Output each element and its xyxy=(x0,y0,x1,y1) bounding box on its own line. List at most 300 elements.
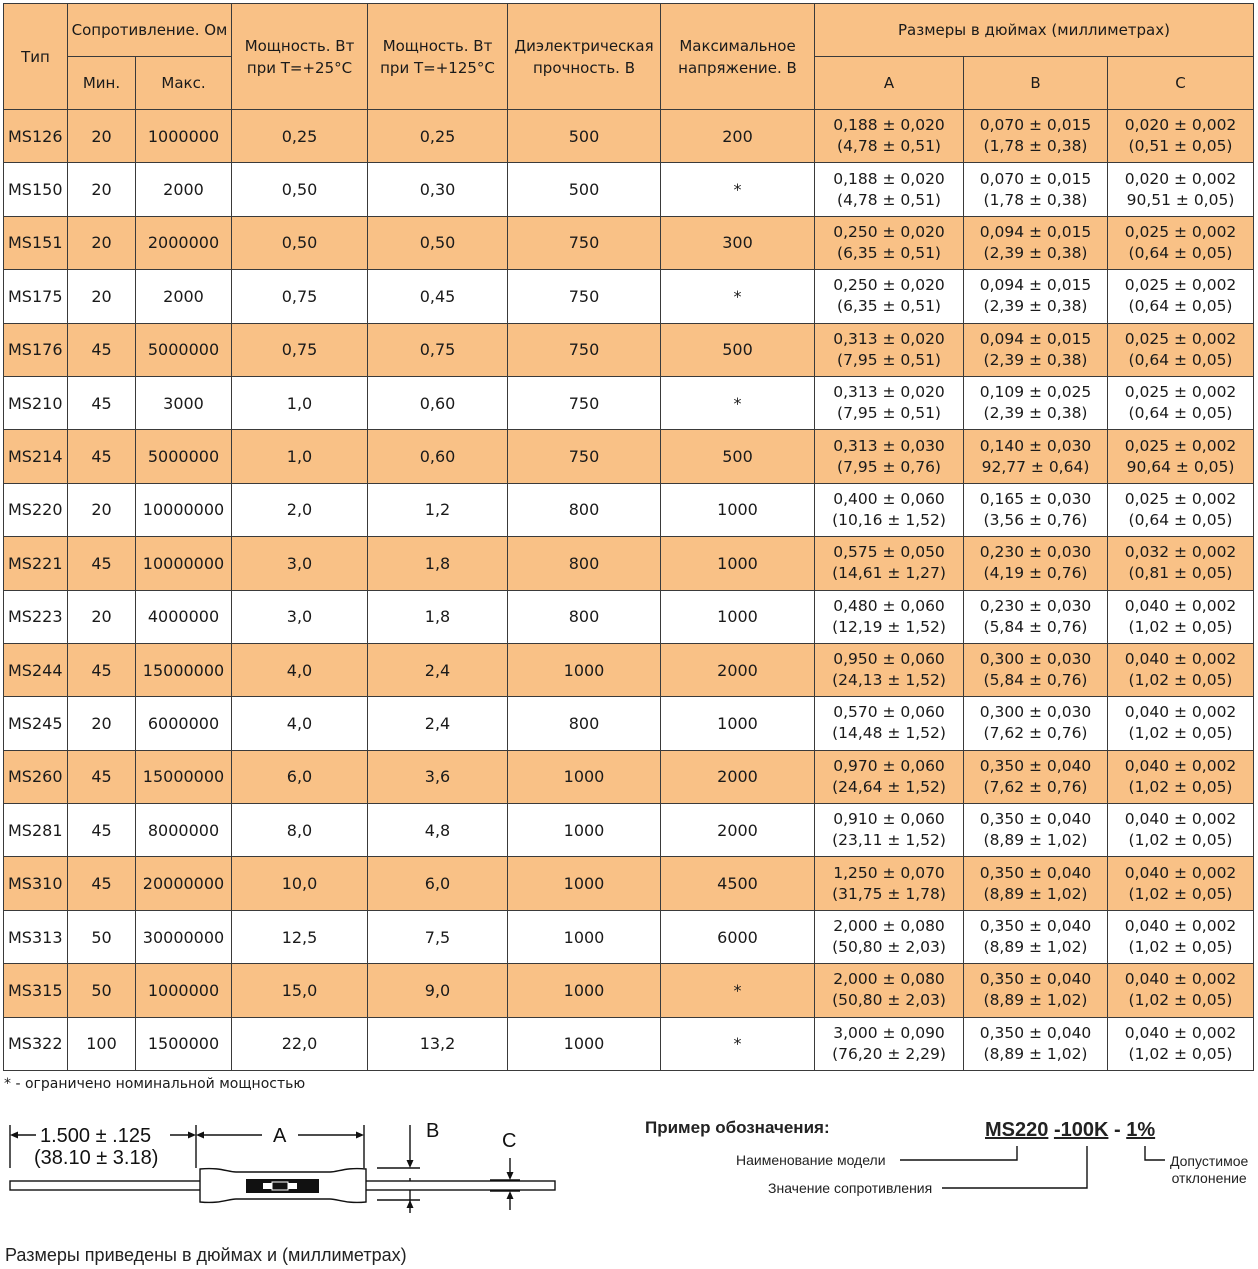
cell-dim-b xyxy=(964,537,1108,590)
dim-a-in: 0,950 ± 0,060 xyxy=(833,650,945,669)
cell-dim-c xyxy=(1108,537,1254,590)
cell-dim-c xyxy=(1108,376,1254,429)
dim-b-in: 0,300 ± 0,030 xyxy=(979,650,1092,669)
cell-dim-a xyxy=(815,964,964,1017)
dim-a-mm: (6,35 ± 0,51) xyxy=(837,243,941,262)
cell-max: 2000000 xyxy=(136,216,232,269)
cell-vmax: 2000 xyxy=(661,750,815,803)
cell-p25: 0,50 xyxy=(232,216,368,269)
header-dimensions: Размеры в дюймах (миллиметрах) xyxy=(815,4,1254,57)
dim-a-mm: (4,78 ± 0,51) xyxy=(837,137,941,156)
table-row xyxy=(4,697,1254,750)
cell-dim-b xyxy=(964,216,1108,269)
cell-dim-a xyxy=(815,430,964,483)
cell-dim-b xyxy=(964,1017,1108,1070)
example-label-tolerance xyxy=(1170,1153,1248,1187)
dim-c-mm: (0,81 ± 0,05) xyxy=(1128,564,1233,583)
dim-a-mm: (10,16 ± 1,52) xyxy=(832,510,946,529)
table-row xyxy=(4,590,1254,643)
dim-c-mm: (1,02 ± 0,05) xyxy=(1128,991,1233,1010)
cell-max: 3000 xyxy=(136,376,232,429)
example-model: MS220 xyxy=(985,1119,1049,1141)
dim-c-in: 0,025 ± 0,002 xyxy=(1124,222,1237,241)
cell-p125: 0,50 xyxy=(368,216,508,269)
dim-b-in: 0,165 ± 0,030 xyxy=(979,489,1092,508)
cell-diel: 800 xyxy=(508,697,661,750)
dim-a-in: 0,575 ± 0,050 xyxy=(833,543,945,562)
cell-dim-a xyxy=(815,804,964,857)
cell-dim-a xyxy=(815,750,964,803)
dim-b-in: 0,140 ± 0,030 xyxy=(979,436,1092,455)
cell-dim-c xyxy=(1108,483,1254,536)
dim-c-mm: 90,51 ± 0,05) xyxy=(1126,190,1235,209)
cell-vmax: 6000 xyxy=(661,910,815,963)
cell-dim-c xyxy=(1108,643,1254,696)
dim-c-mm: (0,64 ± 0,05) xyxy=(1128,243,1233,262)
cell-vmax: 500 xyxy=(661,323,815,376)
dim-b-in: 0,070 ± 0,015 xyxy=(979,116,1092,135)
dim-a-in: 0,570 ± 0,060 xyxy=(833,703,945,722)
cell-dim-b xyxy=(964,483,1108,536)
cell-type: MS244 xyxy=(4,643,68,696)
dim-a-in: 1,250 ± 0,070 xyxy=(833,863,945,882)
cell-min: 45 xyxy=(68,750,136,803)
cell-diel: 750 xyxy=(508,430,661,483)
cell-type: MS281 xyxy=(4,804,68,857)
dim-a-in: 0,313 ± 0,030 xyxy=(833,436,945,455)
dim-b-mm: (4,19 ± 0,76) xyxy=(983,564,1088,583)
dim-c-mm: (1,02 ± 0,05) xyxy=(1128,724,1233,743)
cell-diel: 800 xyxy=(508,590,661,643)
table-row xyxy=(4,163,1254,216)
dim-a-mm: (7,95 ± 0,51) xyxy=(837,404,941,423)
header-min: Мин. xyxy=(68,57,136,110)
cell-dim-c xyxy=(1108,430,1254,483)
header-power-125: Мощность. Вт при Т=+125°С xyxy=(368,4,508,110)
cell-type: MS214 xyxy=(4,430,68,483)
cell-max: 8000000 xyxy=(136,804,232,857)
cell-diel: 1000 xyxy=(508,964,661,1017)
dim-a-mm: (76,20 ± 2,29) xyxy=(832,1044,946,1063)
example-value: -100K xyxy=(1053,1119,1109,1141)
bottom-note: Размеры приведены в дюймах и (миллиметрах) xyxy=(5,1245,407,1265)
cell-dim-c xyxy=(1108,216,1254,269)
dim-c-in: 0,025 ± 0,002 xyxy=(1124,489,1237,508)
dim-a-mm: (14,61 ± 1,27) xyxy=(832,564,946,583)
dim-c-mm: (1,02 ± 0,05) xyxy=(1128,831,1233,850)
dim-a-mm: (7,95 ± 0,76) xyxy=(837,457,941,476)
cell-dim-b xyxy=(964,643,1108,696)
cell-dim-b xyxy=(964,857,1108,910)
cell-dim-b xyxy=(964,430,1108,483)
cell-dim-a xyxy=(815,857,964,910)
cell-p125: 1,8 xyxy=(368,590,508,643)
cell-p25: 1,0 xyxy=(232,376,368,429)
dim-a-in: 2,000 ± 0,080 xyxy=(833,917,945,936)
cell-diel: 800 xyxy=(508,483,661,536)
dim-a-in: 0,313 ± 0,020 xyxy=(833,383,945,402)
dim-b-in: 0,350 ± 0,040 xyxy=(979,1023,1092,1042)
dim-a-in: 0,480 ± 0,060 xyxy=(833,596,945,615)
cell-max: 6000000 xyxy=(136,697,232,750)
dim-a-mm: (6,35 ± 0,51) xyxy=(837,297,941,316)
dim-b-mm: (2,39 ± 0,38) xyxy=(983,297,1088,316)
cell-dim-a xyxy=(815,537,964,590)
dim-c-in: 0,040 ± 0,002 xyxy=(1124,650,1237,669)
cell-p125: 6,0 xyxy=(368,857,508,910)
dim-b-in: 0,094 ± 0,015 xyxy=(979,276,1092,295)
cell-dim-b xyxy=(964,270,1108,323)
dim-a-in: 0,400 ± 0,060 xyxy=(833,489,945,508)
dim-b-in: 0,230 ± 0,030 xyxy=(979,596,1092,615)
table-row xyxy=(4,270,1254,323)
cell-type: MS176 xyxy=(4,323,68,376)
cell-type: MS322 xyxy=(4,1017,68,1070)
dim-a-in: 0,188 ± 0,020 xyxy=(833,116,945,135)
cell-dim-c xyxy=(1108,110,1254,163)
cell-p125: 0,60 xyxy=(368,430,508,483)
cell-diel: 1000 xyxy=(508,750,661,803)
cell-dim-b xyxy=(964,163,1108,216)
cell-p25: 10,0 xyxy=(232,857,368,910)
dim-a-in: 0,188 ± 0,020 xyxy=(833,169,945,188)
cell-dim-b xyxy=(964,376,1108,429)
cell-type: MS151 xyxy=(4,216,68,269)
example-label-tolerance-line2: отклонение xyxy=(1171,1170,1247,1186)
cell-min: 20 xyxy=(68,697,136,750)
dim-b-in: 0,070 ± 0,015 xyxy=(979,169,1092,188)
cell-dim-a xyxy=(815,1017,964,1070)
cell-type: MS220 xyxy=(4,483,68,536)
dim-b-in: 0,350 ± 0,040 xyxy=(979,917,1092,936)
dim-c-mm: (0,51 ± 0,05) xyxy=(1128,137,1233,156)
cell-max: 10000000 xyxy=(136,483,232,536)
cell-p25: 2,0 xyxy=(232,483,368,536)
cell-type: MS260 xyxy=(4,750,68,803)
dim-c-mm: (1,02 ± 0,05) xyxy=(1128,884,1233,903)
dim-c-in: 0,040 ± 0,002 xyxy=(1124,810,1237,829)
example-separator: - xyxy=(1113,1119,1121,1141)
dim-c-in: 0,025 ± 0,002 xyxy=(1124,383,1237,402)
dim-c-mm: (1,02 ± 0,05) xyxy=(1128,671,1233,690)
dim-a-mm: (24,64 ± 1,52) xyxy=(832,777,946,796)
table-row xyxy=(4,857,1254,910)
dim-label-b: B xyxy=(426,1120,440,1142)
cell-type: MS221 xyxy=(4,537,68,590)
dim-b-mm: (5,84 ± 0,76) xyxy=(983,671,1088,690)
example-label-tolerance-line1: Допустимое xyxy=(1170,1153,1249,1169)
dim-label-a: A xyxy=(273,1125,287,1147)
dim-b-in: 0,350 ± 0,040 xyxy=(979,970,1092,989)
cell-p25: 0,75 xyxy=(232,323,368,376)
cell-dim-a xyxy=(815,643,964,696)
cell-vmax: 1000 xyxy=(661,537,815,590)
cell-min: 45 xyxy=(68,430,136,483)
cell-dim-b xyxy=(964,323,1108,376)
header-dim-b: B xyxy=(964,57,1108,110)
cell-max: 2000 xyxy=(136,163,232,216)
cell-min: 45 xyxy=(68,643,136,696)
cell-max: 10000000 xyxy=(136,537,232,590)
example-label-model: Наименование модели xyxy=(736,1152,886,1168)
dim-b-mm: (3,56 ± 0,76) xyxy=(983,510,1088,529)
cell-p125: 2,4 xyxy=(368,643,508,696)
cell-diel: 1000 xyxy=(508,857,661,910)
dim-a-mm: (14,48 ± 1,52) xyxy=(832,724,946,743)
cell-dim-a xyxy=(815,376,964,429)
dim-b-mm: (5,84 ± 0,76) xyxy=(983,617,1088,636)
example-label-value: Значение сопротивления xyxy=(768,1180,933,1196)
footnote: * - ограничено номинальной мощностью xyxy=(4,1076,306,1092)
cell-p125: 4,8 xyxy=(368,804,508,857)
table-row xyxy=(4,110,1254,163)
cell-min: 20 xyxy=(68,216,136,269)
dim-b-mm: (1,78 ± 0,38) xyxy=(983,190,1088,209)
dim-b-mm: 92,77 ± 0,64) xyxy=(981,457,1090,476)
dim-a-mm: (50,80 ± 2,03) xyxy=(832,938,946,957)
table-row xyxy=(4,537,1254,590)
cell-min: 45 xyxy=(68,804,136,857)
cell-dim-c xyxy=(1108,857,1254,910)
cell-vmax: * xyxy=(661,1017,815,1070)
cell-dim-b xyxy=(964,697,1108,750)
table-row xyxy=(4,964,1254,1017)
cell-p25: 0,50 xyxy=(232,163,368,216)
table-row xyxy=(4,910,1254,963)
cell-vmax: 500 xyxy=(661,430,815,483)
dim-b-mm: (7,62 ± 0,76) xyxy=(983,724,1088,743)
dim-b-mm: (7,62 ± 0,76) xyxy=(983,777,1088,796)
dim-b-in: 0,350 ± 0,040 xyxy=(979,863,1092,882)
dim-c-mm: (0,64 ± 0,05) xyxy=(1128,297,1233,316)
cell-p125: 9,0 xyxy=(368,964,508,1017)
header-max: Макс. xyxy=(136,57,232,110)
dim-a-mm: (4,78 ± 0,51) xyxy=(837,190,941,209)
dim-c-mm: (1,02 ± 0,05) xyxy=(1128,1044,1233,1063)
dim-c-in: 0,040 ± 0,002 xyxy=(1124,863,1237,882)
cell-dim-c xyxy=(1108,323,1254,376)
cell-max: 4000000 xyxy=(136,590,232,643)
cell-vmax: 2000 xyxy=(661,804,815,857)
cell-dim-a xyxy=(815,590,964,643)
cell-p125: 0,30 xyxy=(368,163,508,216)
cell-p125: 0,25 xyxy=(368,110,508,163)
cell-min: 20 xyxy=(68,110,136,163)
cell-diel: 1000 xyxy=(508,1017,661,1070)
cell-diel: 500 xyxy=(508,110,661,163)
cell-diel: 750 xyxy=(508,323,661,376)
dim-b-in: 0,094 ± 0,015 xyxy=(979,222,1092,241)
cell-type: MS313 xyxy=(4,910,68,963)
cell-dim-b xyxy=(964,804,1108,857)
dim-b-mm: (2,39 ± 0,38) xyxy=(983,243,1088,262)
dim-c-mm: (1,02 ± 0,05) xyxy=(1128,938,1233,957)
cell-diel: 1000 xyxy=(508,910,661,963)
cell-p125: 0,45 xyxy=(368,270,508,323)
cell-max: 30000000 xyxy=(136,910,232,963)
cell-p125: 13,2 xyxy=(368,1017,508,1070)
table-row xyxy=(4,430,1254,483)
dim-b-mm: (8,89 ± 1,02) xyxy=(983,991,1088,1010)
table-row xyxy=(4,643,1254,696)
cell-dim-c xyxy=(1108,1017,1254,1070)
cell-max: 20000000 xyxy=(136,857,232,910)
dim-c-in: 0,025 ± 0,002 xyxy=(1124,329,1237,348)
cell-dim-c xyxy=(1108,910,1254,963)
cell-diel: 1000 xyxy=(508,643,661,696)
header-dim-c: C xyxy=(1108,57,1254,110)
cell-min: 100 xyxy=(68,1017,136,1070)
cell-dim-c xyxy=(1108,964,1254,1017)
cell-min: 20 xyxy=(68,163,136,216)
cell-diel: 500 xyxy=(508,163,661,216)
table-row xyxy=(4,1017,1254,1070)
header-dielectric: Диэлектрическая прочность. В xyxy=(508,4,661,110)
dim-a-in: 0,910 ± 0,060 xyxy=(833,810,945,829)
cell-vmax: 300 xyxy=(661,216,815,269)
cell-type: MS315 xyxy=(4,964,68,1017)
dim-b-in: 0,300 ± 0,030 xyxy=(979,703,1092,722)
cell-dim-c xyxy=(1108,804,1254,857)
header-dim-a: A xyxy=(815,57,964,110)
cell-vmax: * xyxy=(661,964,815,1017)
cell-dim-c xyxy=(1108,697,1254,750)
cell-dim-a xyxy=(815,270,964,323)
dim-b-in: 0,230 ± 0,030 xyxy=(979,543,1092,562)
cell-dim-a xyxy=(815,697,964,750)
cell-dim-c xyxy=(1108,750,1254,803)
cell-dim-c xyxy=(1108,590,1254,643)
example-tolerance: 1% xyxy=(1126,1119,1156,1141)
header-max-voltage: Максимальное напряжение. В xyxy=(661,4,815,110)
dim-a-mm: (50,80 ± 2,03) xyxy=(832,991,946,1010)
cell-min: 20 xyxy=(68,270,136,323)
dim-a-in: 2,000 ± 0,080 xyxy=(833,970,945,989)
dim-a-in: 3,000 ± 0,090 xyxy=(833,1023,945,1042)
cell-max: 5000000 xyxy=(136,323,232,376)
cell-vmax: 1000 xyxy=(661,590,815,643)
cell-max: 1000000 xyxy=(136,110,232,163)
cell-dim-b xyxy=(964,110,1108,163)
cell-vmax: 2000 xyxy=(661,643,815,696)
cell-min: 20 xyxy=(68,590,136,643)
cell-diel: 750 xyxy=(508,216,661,269)
cell-p125: 0,60 xyxy=(368,376,508,429)
dim-c-in: 0,020 ± 0,002 xyxy=(1124,169,1237,188)
cell-vmax: * xyxy=(661,376,815,429)
header-power-25: Мощность. Вт при Т=+25°С xyxy=(232,4,368,110)
cell-p125: 0,75 xyxy=(368,323,508,376)
cell-p25: 0,25 xyxy=(232,110,368,163)
table-row xyxy=(4,216,1254,269)
cell-max: 5000000 xyxy=(136,430,232,483)
dim-a-in: 0,250 ± 0,020 xyxy=(833,276,945,295)
dim-b-mm: (8,89 ± 1,02) xyxy=(983,1044,1088,1063)
lead-length-mm: (38.10 ± 3.18) xyxy=(34,1147,159,1169)
example-leader-lines xyxy=(0,1140,1258,1200)
cell-max: 15000000 xyxy=(136,750,232,803)
cell-vmax: 4500 xyxy=(661,857,815,910)
dim-b-in: 0,109 ± 0,025 xyxy=(979,383,1092,402)
dim-c-mm: (1,02 ± 0,05) xyxy=(1128,617,1233,636)
cell-p125: 1,8 xyxy=(368,537,508,590)
cell-p25: 1,0 xyxy=(232,430,368,483)
cell-min: 45 xyxy=(68,857,136,910)
dim-c-mm: (1,02 ± 0,05) xyxy=(1128,777,1233,796)
cell-dim-b xyxy=(964,750,1108,803)
dim-c-in: 0,040 ± 0,002 xyxy=(1124,756,1237,775)
table-row xyxy=(4,376,1254,429)
cell-type: MS223 xyxy=(4,590,68,643)
table-row xyxy=(4,323,1254,376)
cell-dim-a xyxy=(815,323,964,376)
dim-c-in: 0,040 ± 0,002 xyxy=(1124,970,1237,989)
cell-min: 50 xyxy=(68,910,136,963)
dim-a-in: 0,313 ± 0,020 xyxy=(833,329,945,348)
cell-p25: 0,75 xyxy=(232,270,368,323)
dim-b-in: 0,350 ± 0,040 xyxy=(979,756,1092,775)
cell-p25: 6,0 xyxy=(232,750,368,803)
cell-diel: 1000 xyxy=(508,804,661,857)
cell-p125: 2,4 xyxy=(368,697,508,750)
cell-dim-b xyxy=(964,964,1108,1017)
table-row xyxy=(4,750,1254,803)
dim-a-mm: (7,95 ± 0,51) xyxy=(837,350,941,369)
dim-c-in: 0,020 ± 0,002 xyxy=(1124,116,1237,135)
cell-dim-b xyxy=(964,910,1108,963)
cell-max: 2000 xyxy=(136,270,232,323)
dim-a-mm: (31,75 ± 1,78) xyxy=(832,884,946,903)
cell-max: 15000000 xyxy=(136,643,232,696)
dim-a-in: 0,970 ± 0,060 xyxy=(833,756,945,775)
dim-a-mm: (24,13 ± 1,52) xyxy=(832,671,946,690)
cell-diel: 750 xyxy=(508,270,661,323)
cell-type: MS150 xyxy=(4,163,68,216)
dim-c-in: 0,025 ± 0,002 xyxy=(1124,436,1237,455)
dim-c-mm: (0,64 ± 0,05) xyxy=(1128,510,1233,529)
cell-p125: 3,6 xyxy=(368,750,508,803)
table-body xyxy=(4,110,1254,1071)
cell-diel: 750 xyxy=(508,376,661,429)
dim-b-in: 0,094 ± 0,015 xyxy=(979,329,1092,348)
cell-vmax: * xyxy=(661,270,815,323)
example-code xyxy=(985,1119,1155,1142)
cell-p125: 7,5 xyxy=(368,910,508,963)
dim-b-mm: (8,89 ± 1,02) xyxy=(983,938,1088,957)
cell-min: 20 xyxy=(68,483,136,536)
cell-p25: 4,0 xyxy=(232,643,368,696)
cell-min: 45 xyxy=(68,376,136,429)
cell-p25: 15,0 xyxy=(232,964,368,1017)
dim-c-in: 0,040 ± 0,002 xyxy=(1124,596,1237,615)
cell-max: 1000000 xyxy=(136,964,232,1017)
cell-vmax: 1000 xyxy=(661,483,815,536)
cell-dim-c xyxy=(1108,163,1254,216)
table-row xyxy=(4,483,1254,536)
cell-p25: 3,0 xyxy=(232,590,368,643)
cell-dim-a xyxy=(815,910,964,963)
cell-p25: 12,5 xyxy=(232,910,368,963)
table-row xyxy=(4,804,1254,857)
cell-p25: 3,0 xyxy=(232,537,368,590)
cell-type: MS126 xyxy=(4,110,68,163)
cell-diel: 800 xyxy=(508,537,661,590)
dim-c-in: 0,025 ± 0,002 xyxy=(1124,276,1237,295)
cell-dim-a xyxy=(815,110,964,163)
header-resistance: Сопротивление. Ом xyxy=(68,4,232,57)
cell-min: 45 xyxy=(68,323,136,376)
cell-dim-a xyxy=(815,163,964,216)
